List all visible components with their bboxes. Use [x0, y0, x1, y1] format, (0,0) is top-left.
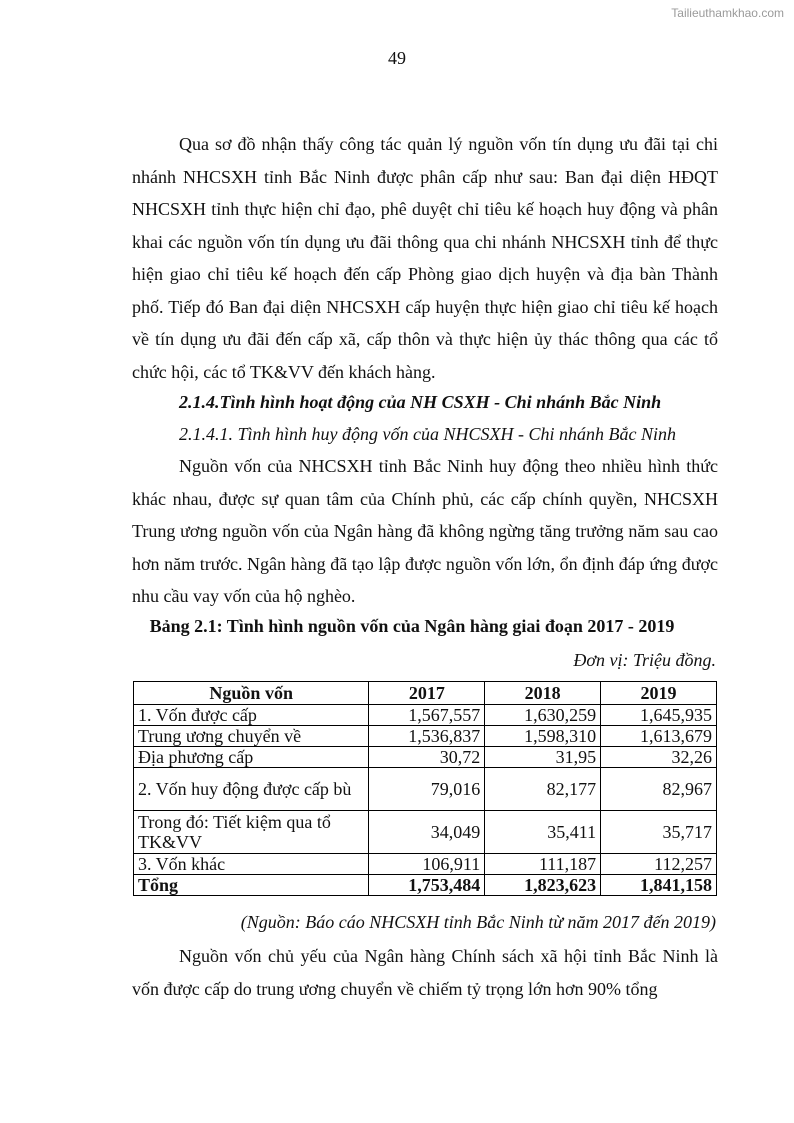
- row-label: Trung ương chuyển về: [134, 726, 369, 747]
- section-heading: 2.1.4.Tình hình hoạt động của NH CSXH - Chi nhánh Bắc Ninh: [179, 392, 662, 412]
- watermark: Tailieuthamkhao.com: [671, 6, 784, 20]
- cell-2017: 79,016: [369, 768, 485, 811]
- header-2018: 2018: [485, 682, 601, 705]
- table-total-row: [134, 875, 717, 896]
- table-source: (Nguồn: Báo cáo NHCSXH tỉnh Bắc Ninh từ năm 2017 đến 2019): [240, 912, 716, 932]
- cell-2019: 112,257: [601, 854, 717, 875]
- cell-2018: 31,95: [485, 747, 601, 768]
- paragraph-conclusion: Nguồn vốn chủ yếu của Ngân hàng Chính sách xã hội tỉnh Bắc Ninh là vốn được cấp do trung ương chuyển về chiếm tỷ trọng lớn hơn 90% tổng: [132, 946, 718, 999]
- cell-2017: 30,72: [369, 747, 485, 768]
- cell-2019: 32,26: [601, 747, 717, 768]
- table-header-row: [134, 682, 717, 705]
- header-2019: 2019: [601, 682, 717, 705]
- header-source: Nguồn vốn: [134, 682, 369, 705]
- cell-2018: 1,823,623: [485, 875, 601, 896]
- cell-2018: 111,187: [485, 854, 601, 875]
- table-unit: Đơn vị: Triệu đồng.: [573, 650, 716, 670]
- page-number: 49: [388, 48, 406, 68]
- table-row: [134, 747, 717, 768]
- row-label: Tổng: [134, 875, 369, 896]
- cell-2018: 35,411: [485, 811, 601, 854]
- table-row: [134, 811, 717, 854]
- cell-2018: 1,630,259: [485, 705, 601, 726]
- paragraph-capital-mobilization: Nguồn vốn của NHCSXH tỉnh Bắc Ninh huy động theo nhiều hình thức khác nhau, được sự quan tâm của Chính phủ, các cấp chính quyền, NHCSXH Trung ương nguồn vốn của Ngân hàng đã không ngừng tăng trưởng năm sau cao hơn năm trước. Ngân hàng đã tạo lập được nguồn vốn lớn, ổn định đáp ứng được nhu cầu vay vốn của hộ nghèo.: [132, 456, 718, 606]
- table-row: [134, 768, 717, 811]
- cell-2017: 1,753,484: [369, 875, 485, 896]
- cell-2017: 1,567,557: [369, 705, 485, 726]
- cell-2017: 34,049: [369, 811, 485, 854]
- subsection-heading: 2.1.4.1. Tình hình huy động vốn của NHCSXH - Chi nhánh Bắc Ninh: [179, 424, 676, 444]
- paragraph-intro: Qua sơ đồ nhận thấy công tác quản lý nguồn vốn tín dụng ưu đãi tại chi nhánh NHCSXH tỉnh Bắc Ninh được phân cấp như sau: Ban đại diện HĐQT NHCSXH tỉnh thực hiện chỉ đạo, phê duyệt chỉ tiêu kế hoạch huy động và phân khai các nguồn vốn tín dụng ưu đãi thông qua chi nhánh NHCSXH tỉnh để thực hiện giao chỉ tiêu kế hoạch đến cấp Phòng giao dịch huyện và địa bàn Thành phố. Tiếp đó Ban đại diện NHCSXH cấp huyện thực hiện giao chỉ tiêu kế hoạch về tín dụng ưu đãi đến cấp xã, cấp thôn và thực hiện ủy thác thông qua các tổ chức hội, các tổ TK&VV đến khách hàng.: [132, 134, 718, 382]
- row-label: 1. Vốn được cấp: [134, 705, 369, 726]
- table-row: [134, 854, 717, 875]
- row-label: 3. Vốn khác: [134, 854, 369, 875]
- row-label: 2. Vốn huy động được cấp bù: [134, 768, 369, 811]
- cell-2017: 106,911: [369, 854, 485, 875]
- row-label: Địa phương cấp: [134, 747, 369, 768]
- cell-2017: 1,536,837: [369, 726, 485, 747]
- header-2017: 2017: [369, 682, 485, 705]
- cell-2019: 35,717: [601, 811, 717, 854]
- cell-2018: 82,177: [485, 768, 601, 811]
- cell-2018: 1,598,310: [485, 726, 601, 747]
- table-row: [134, 726, 717, 747]
- table-caption: Bảng 2.1: Tình hình nguồn vốn của Ngân hàng giai đoạn 2017 - 2019: [149, 616, 675, 636]
- cell-2019: 1,645,935: [601, 705, 717, 726]
- table-row: [134, 705, 717, 726]
- cell-2019: 1,613,679: [601, 726, 717, 747]
- capital-table: [133, 681, 717, 896]
- row-label: Trong đó: Tiết kiệm qua tổ TK&VV: [134, 811, 369, 854]
- cell-2019: 1,841,158: [601, 875, 717, 896]
- cell-2019: 82,967: [601, 768, 717, 811]
